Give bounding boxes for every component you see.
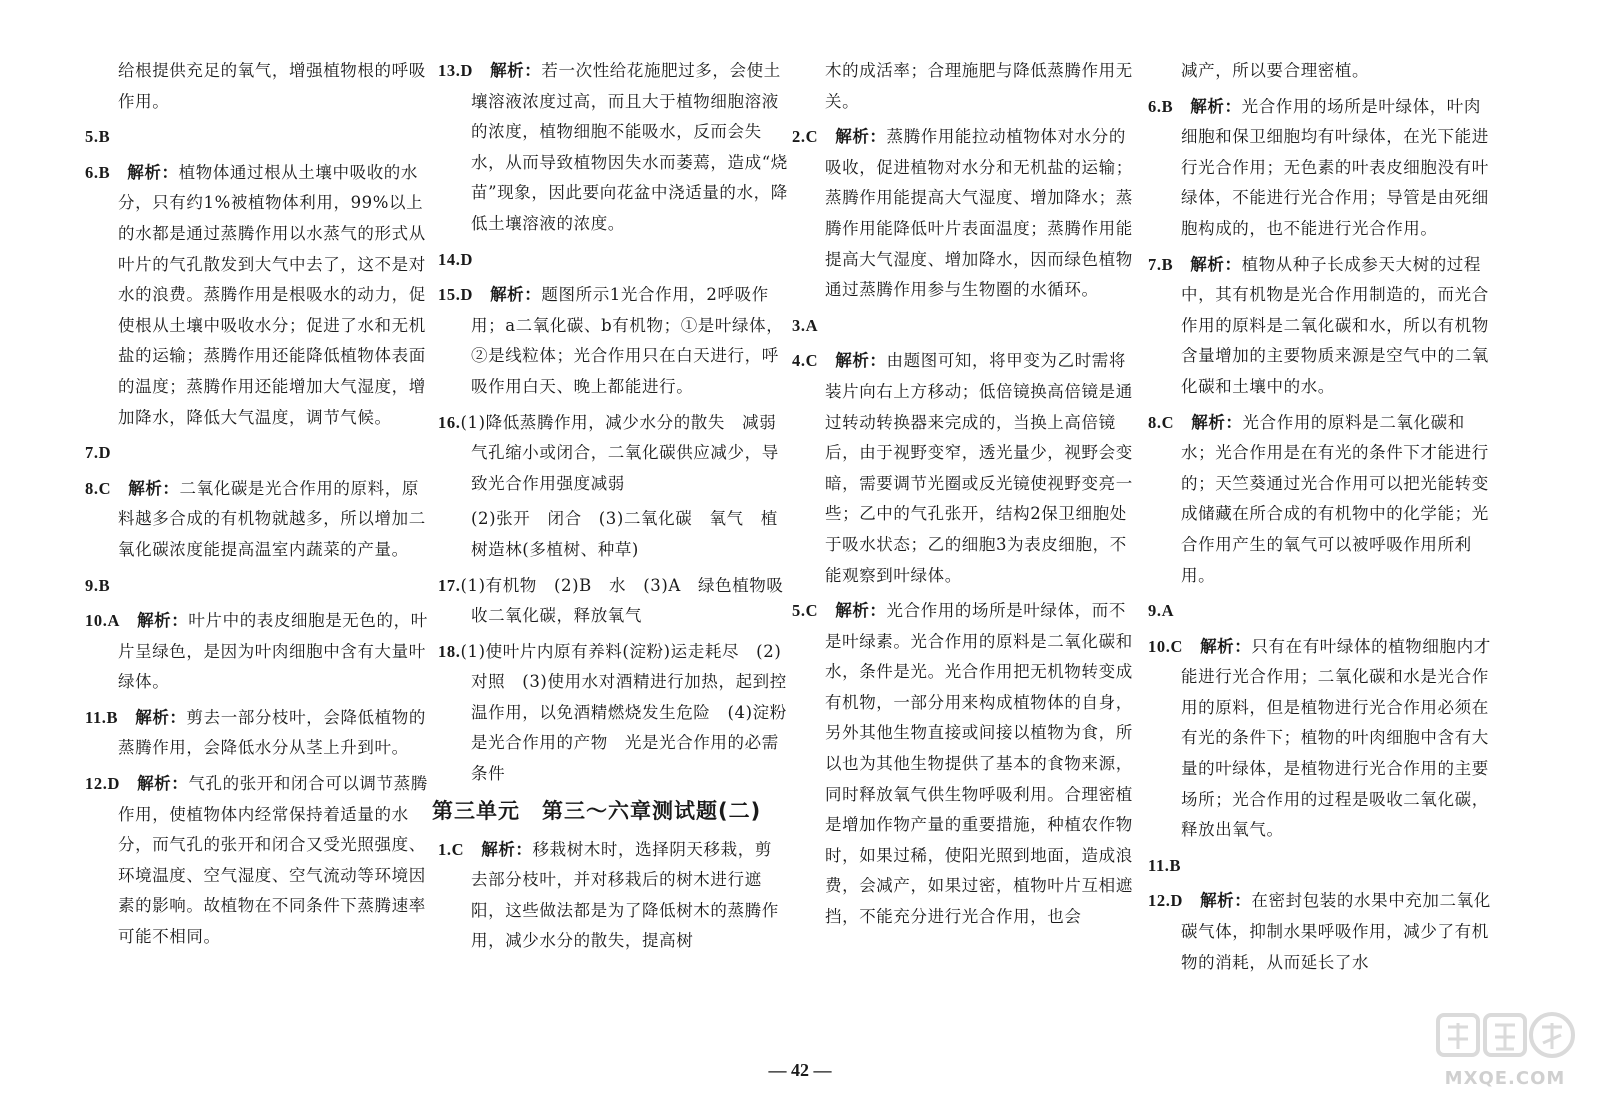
answer-choice: C [805, 601, 819, 621]
answer-text: 叶片中的表皮细胞是无色的，叶片呈绿色，是因为叶肉细胞中含有大量叶绿体。 [118, 611, 428, 692]
analysis-label: 解析： [1191, 412, 1243, 432]
answer-choice: C [451, 839, 465, 859]
answer-text: 光合作用的场所是叶绿体，叶肉细胞和保卫细胞均有叶绿体，在光下能进行光合作用；无色素的叶表皮细胞没有叶绿体，不能进行光合作用；导管是由死细胞构成的，也不能进行光合作用。 [1181, 96, 1489, 238]
answer-list [438, 835, 788, 957]
answer-choice: B [106, 707, 119, 727]
answer-number: 16. [438, 412, 461, 432]
answer-text: 光合作用的场所是叶绿体，而不是叶绿素。光合作用的原料是二氧化碳和水，条件是光。光合作用把无机物转变成有机物，一部分用来构成植物体的自身，另外其他生物直接或间接以植物为食，所以也为其他生物提供了基本的食物来源，同时释放氧气供生物呼吸利用。合理密植是增加作物产量的重要措施，种植农作物时，如果过稀，使阳光照到地面，造成浪费，会减产，如果过密，植物叶片互相遮挡，不能充分进行光合作用，也会 [825, 601, 1133, 927]
answer-text: (1)降低蒸腾作用，减少水分的散失 减弱 气孔缩小或闭合，二氧化碳供应减少，导致光合作用强度减弱 [460, 412, 794, 493]
answer-number: 4. [792, 351, 806, 371]
analysis-label: 解析： [481, 839, 533, 859]
answer-choice: D [460, 249, 473, 269]
answer-number: 12. [85, 774, 108, 794]
answer-number: 8. [1148, 412, 1162, 432]
answer-item [438, 637, 788, 790]
continued-text: 减产，所以要合理密植。 [1181, 61, 1370, 80]
answer-number: 11. [1148, 855, 1170, 875]
answer-number: 12. [1148, 891, 1171, 911]
answer-text: 若一次性给花施肥过多，会使土壤溶液浓度过高，而且大于植物细胞溶液的浓度，植物细胞不能吸水，反而会失水，从而导致植物因失水而萎蔫，造成“烧苗”现象，因此要向花盆中浇适量的水，降低土壤溶液的浓度。 [471, 61, 788, 233]
answer-choice: A [1161, 601, 1175, 621]
answer-text: 气孔的张开和闭合可以调节蒸腾作用，使植物体内经常保持着适量的水分，而气孔的张开和闭合又受光照强度、环境温度、空气湿度、空气流动等环境因素的影响。故植物在不同条件下蒸腾速率可能不相同。 [118, 774, 428, 947]
answer-text: 只有在有叶绿体的植物细胞内才能进行光合作用；二氧化碳和水是光合作用的原料，但是植物进行光合作用必须在有光的条件下；植物的叶肉细胞中含有大量的叶绿体，是植物进行光合作用的主要场所；光合作用的过程是吸收二氧化碳，释放出氧气。 [1181, 636, 1491, 840]
answer-list [792, 122, 1142, 932]
answer-choice: B [98, 575, 111, 595]
answer-choice: D [1170, 891, 1183, 911]
analysis-label: 解析： [128, 478, 180, 498]
answer-text: 二氧化碳是光合作用的原料，原料越多合成的有机物就越多，所以增加二氧化碳浓度能提高温室内蔬菜的产量。 [118, 478, 426, 559]
column-3 [792, 56, 1142, 938]
answer-text: 蒸腾作用能拉动植物体对水分的吸收，促进植物对水分和无机盐的运输；蒸腾作用能提高大气湿度、增加降水；蒸腾作用能降低叶片表面温度；蒸腾作用能提高大气湿度、增加降水，因而绿色植物通过蒸腾作用参与生物圈的水循环。 [825, 127, 1133, 300]
answer-choice: D [107, 774, 120, 794]
analysis-label: 解析： [835, 601, 887, 621]
answer-list [1148, 92, 1498, 979]
analysis-label: 解析： [137, 774, 189, 794]
answer-item [438, 56, 788, 240]
answer-item [438, 571, 788, 632]
analysis-label: 解析： [1190, 254, 1242, 274]
analysis-label: 解析： [137, 611, 189, 631]
answer-number: 9. [1148, 601, 1162, 621]
answer-choice: C [1161, 412, 1175, 432]
answer-item [85, 438, 435, 469]
answer-text: 植物从种子长成参天大树的过程中，其有机物是光合作用制造的，而光合作用的原料是二氧化碳和水，所以有机物含量增加的主要物质来源是空气中的二氧化碳和土壤中的水。 [1181, 254, 1489, 396]
answer-item [1148, 250, 1498, 403]
answer-item [85, 606, 435, 698]
answer-item [1148, 851, 1498, 882]
answer-number: 7. [85, 443, 99, 463]
answer-item [1148, 408, 1498, 592]
column-2 [432, 56, 794, 962]
column-4 [1148, 56, 1498, 983]
analysis-label: 解析： [1200, 636, 1252, 656]
answer-number: 8. [85, 478, 99, 498]
answer-list [85, 122, 435, 952]
answer-item [85, 769, 435, 953]
answer-choice: C [805, 351, 819, 371]
column-1 [85, 56, 435, 958]
answer-number: 13. [438, 61, 461, 80]
answer-item [438, 280, 788, 402]
answer-text: 光合作用的原料是二氧化碳和水；光合作用是在有光的条件下才能进行的；天竺葵通过光合作用可以把光能转变成储藏在所合成的有机物中的化学能；光合作用产生的氧气可以被呼吸作用所利用。 [1181, 412, 1489, 585]
answer-item [1148, 886, 1498, 978]
page-number: — 42 — [768, 1060, 832, 1080]
answer-choice: C [805, 127, 819, 147]
answer-item [1148, 92, 1498, 245]
answer-choice: A [805, 315, 819, 335]
answer-choice: B [1161, 254, 1174, 274]
answer-item [792, 596, 1142, 933]
answer-item [438, 835, 788, 957]
answer-number: 18. [438, 641, 461, 661]
answer-number: 1. [438, 839, 452, 859]
answer-item [1148, 632, 1498, 846]
answer-number: 2. [792, 127, 806, 147]
answer-number: 10. [85, 611, 108, 631]
answer-choice: D [460, 285, 473, 305]
answer-text: 植物体通过根从土壤中吸收的水分，只有约1%被植物体利用，99%以上的水都是通过蒸腾作用以水蒸气的形式从叶片的气孔散发到大气中去了，这不是对水的浪费。蒸腾作用是根吸水的动力，促使根从土壤中吸收水分；促进了水和无机盐的运输；蒸腾作用还能降低植物体表面的温度；蒸腾作用还能增加大气湿度，增加降水，降低大气温度，调节气候。 [118, 162, 426, 427]
answer-number: 3. [792, 315, 806, 335]
section-title: 第三单元 第三～六章测试题(二) [432, 798, 762, 823]
answer-number: 7. [1148, 254, 1162, 274]
answer-number: 17. [438, 575, 461, 595]
watermark-text: MXQE.COM [1444, 1068, 1566, 1089]
answer-choice: D [98, 443, 112, 463]
answer-item [792, 122, 1142, 306]
answer-16-continued: (2)张开 闭合 (3)二氧化碳 氧气 植树造林(多植树、种草) [471, 509, 778, 559]
answer-number: 15. [438, 285, 461, 305]
answer-choice: B [98, 127, 111, 147]
answer-text: 剪去一部分枝叶，会降低植物的蒸腾作用，会降低水分从茎上升到叶。 [118, 707, 426, 758]
answer-list [438, 56, 794, 499]
answer-choice: B [98, 162, 111, 182]
answer-number: 6. [1148, 96, 1162, 116]
answer-choice: A [107, 611, 120, 631]
answer-item [85, 474, 435, 566]
answer-item [1148, 596, 1498, 627]
continued-text: 给根提供充足的氧气，增强植物根的呼吸作用。 [118, 61, 426, 111]
answer-item [792, 311, 1142, 342]
continued-text: 木的成活率；合理施肥与降低蒸腾作用无关。 [825, 61, 1133, 111]
answer-number: 11. [85, 707, 107, 727]
answer-item [85, 158, 435, 433]
answer-seal-watermark-icon [1430, 1009, 1580, 1069]
answer-text: 题图所示1光合作用，2呼吸作用；a二氧化碳、b有机物；①是叶绿体，②是线粒体；光合作用只在白天进行，呼吸作用白天、晚上都能进行。 [471, 285, 784, 396]
answer-list [438, 571, 788, 790]
answer-text: 移栽树木时，选择阴天移栽，剪去部分枝叶，并对移栽后的树木进行遮阳，这些做法都是为了降低树木的蒸腾作用，减少水分的散失，提高树 [471, 839, 779, 951]
answer-choice: D [460, 61, 473, 80]
answer-text: 在密封包装的水果中充加二氧化碳气体，抑制水果呼吸作用，减少了有机物的消耗，从而延长了水 [1181, 891, 1491, 972]
analysis-label: 解析： [835, 127, 887, 147]
answer-choice: C [1170, 636, 1183, 656]
answer-item [85, 571, 435, 602]
answer-text: 由题图可知，将甲变为乙时需将装片向右上方移动；低倍镜换高倍镜是通过转动转换器来完成的，当换上高倍镜后，由于视野变窄，透光量少，视野会变暗，需要调节光圈或反光镜使视野变亮一些；乙中的气孔张开，结构2保卫细胞处于吸水状态；乙的细胞3为表皮细胞，不能观察到叶绿体。 [825, 351, 1133, 585]
answer-text: (1)有机物 (2)B 水 (3)A 绿色植物吸收二氧化碳，释放氧气 [460, 575, 784, 626]
answer-number: 6. [85, 162, 99, 182]
answer-number: 10. [1148, 636, 1171, 656]
answer-item [85, 122, 435, 153]
answer-item [85, 703, 435, 764]
analysis-label: 解析： [490, 285, 542, 305]
watermark [1430, 1009, 1580, 1093]
answer-number: 5. [85, 127, 99, 147]
answer-choice: B [1161, 96, 1174, 116]
answer-item [438, 408, 794, 500]
answer-number: 9. [85, 575, 99, 595]
analysis-label: 解析： [490, 61, 542, 80]
answer-text: (1)使叶片内原有养料(淀粉)运走耗尽 (2)对照 (3)使用水对酒精进行加热，起到控温作用，以免酒精燃烧发生危险 (4)淀粉是光合作用的产物 光是光合作用的必需条件 [460, 641, 787, 784]
answer-number: 5. [792, 601, 806, 621]
analysis-label: 解析： [1200, 891, 1252, 911]
answer-item [438, 245, 788, 276]
analysis-label: 解析： [835, 351, 887, 371]
answer-choice: B [1169, 855, 1182, 875]
analysis-label: 解析： [127, 162, 179, 182]
answer-number: 14. [438, 249, 461, 269]
answer-choice: C [98, 478, 112, 498]
analysis-label: 解析： [135, 707, 187, 727]
answer-item [792, 346, 1142, 591]
analysis-label: 解析： [1190, 96, 1242, 116]
